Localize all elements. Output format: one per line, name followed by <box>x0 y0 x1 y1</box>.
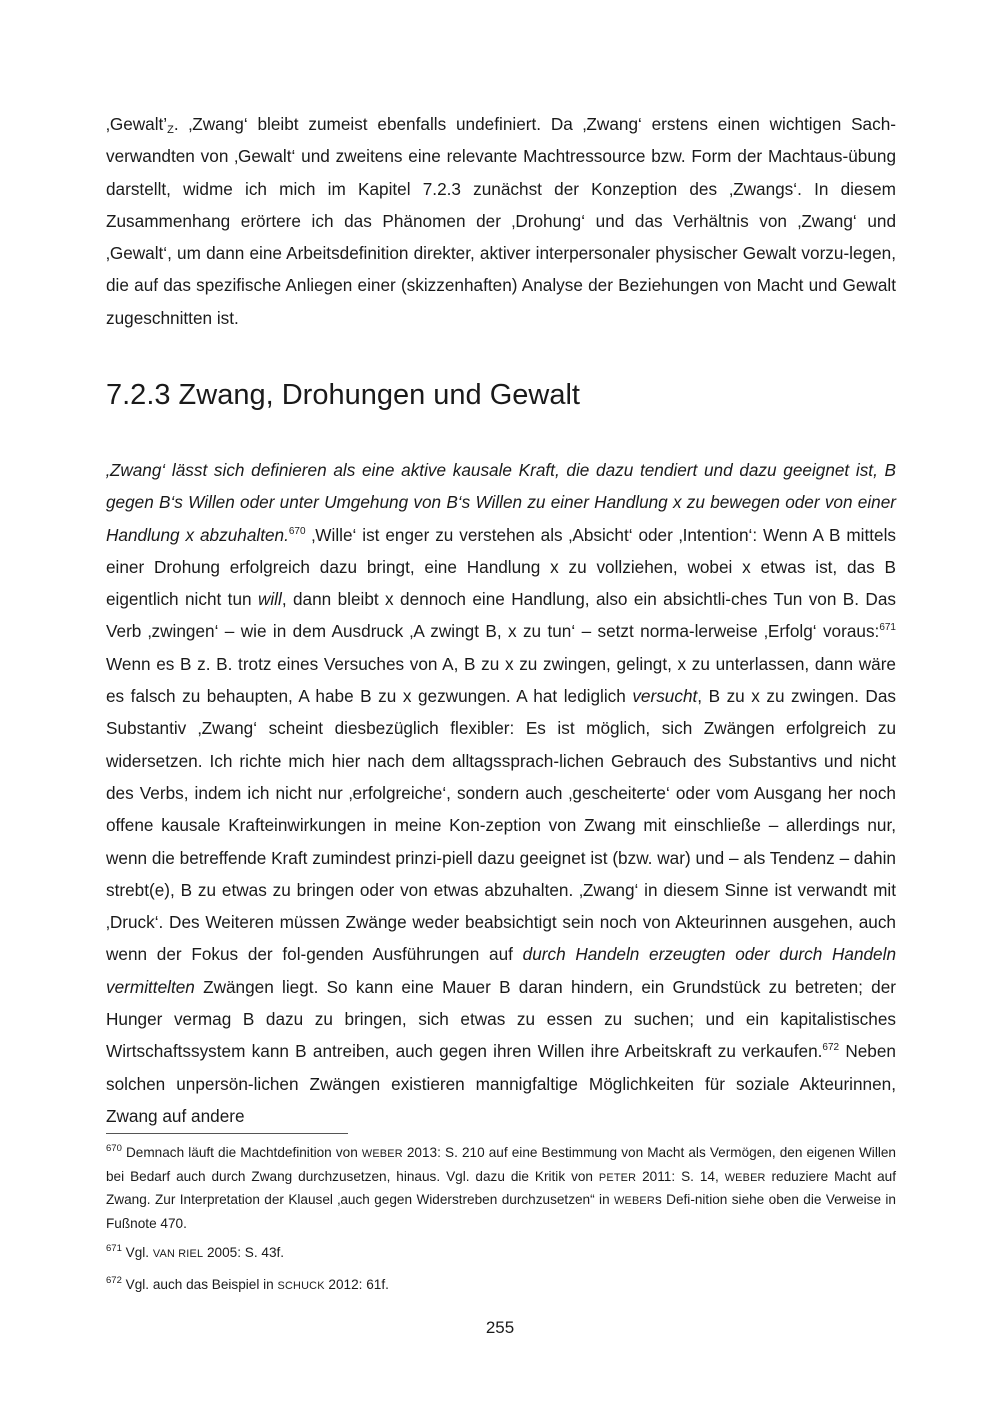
body-text: Wenn es B z. B. trotz eines Versuches von A, B zu x zu zwingen, gelingt, x zu unterlassen, dann wäre es falsch zu behaupten, A habe B zu x gezwungen. A hat lediglich <box>106 653 896 707</box>
footnote-text: s Defi-nition siehe oben die Verweise in Fußnote 470. <box>106 1192 896 1231</box>
footnote-text: 2005: S. 43f. <box>203 1245 285 1260</box>
author-name: PETER <box>598 1171 637 1184</box>
page-number: 255 <box>485 1318 515 1337</box>
emphasis-versucht: versucht <box>632 686 698 707</box>
body-text: Zwängen liegt. So kann eine Mauer B daran hindern, ein Grundstück zu betreten; der Hunger vermag B dazu zu bringen, sich etwas zu essen zu suchen; und ein kapitalistisches Wirtschaftssystem kann B antreiben, auch gegen ihren Willen ihre Arbeitskraft zu verkaufen. <box>106 976 896 1062</box>
footnote-number: 670 <box>106 1143 122 1154</box>
intro-paragraph <box>106 108 896 334</box>
body-text: Neben solchen unpersön-lichen Zwängen existieren mannigfaltige Möglichkeiten für soziale Akteurinnen, Zwang auf andere <box>106 1041 896 1126</box>
footnote-text: Vgl. auch das Beispiel in <box>121 1276 278 1292</box>
author-name: VAN RIEL <box>152 1248 204 1260</box>
footnote-text: 2012: 61f. <box>324 1276 389 1292</box>
subscript-z: Z <box>167 124 174 136</box>
footnote-text: Vgl. <box>121 1245 153 1260</box>
emphasis-will: will <box>257 589 282 610</box>
emphasis-handeln: durch Handeln erzeugten oder durch Handeln vermittelten <box>106 944 896 997</box>
body-text: , B zu x zu zwingen. Das Substantiv ‚Zwang‘ scheint diesbezüglich flexibler: Es ist möglich, sich Zwängen erfolgreich zu widersetzen. Ich richte mich hier nach dem alltagssprach-lichen Gebrauch des Substantivs und nicht des Verbs, indem ich nicht nur ‚erfolgreiche‘, sondern auch ‚gescheiterte‘ oder vom Ausgang her noch offene kausale Krafteinwirkungen in meine Kon-zeption von Zwang mit einschließe – allerdings nur, wenn die betreffende Kraft zumindest prinzi-piell dazu geeignet ist (bzw. war) und – als Tendenz – dahin strebt(e), B zu etwas zu bringen oder von etwas abzuhalten. ‚Zwang‘ in diesem Sinne ist verwandt mit ‚Druck‘. Des Weiteren müssen Zwänge weder beabsichtigt sein noch von Akteurinnen ausgehen, auch wenn der Fokus der fol-genden Ausführungen auf <box>106 686 896 965</box>
author-name: WEBER <box>724 1171 766 1184</box>
intro-paragraph-block <box>106 108 896 334</box>
main-paragraph <box>106 454 896 1132</box>
footnote-670 <box>106 1142 896 1234</box>
author-name: WEBER <box>361 1148 403 1160</box>
footnote-number: 671 <box>106 1243 122 1254</box>
footnote-number: 672 <box>106 1274 122 1286</box>
body-text: , dann bleibt x dennoch eine Handlung, also ein absichtli-ches Tun von B. Das Verb ‚zwingen‘ – wie in dem Ausdruck ‚A zwingt B, x zu tun‘ – setzt norma-lerweise ‚Erfolg‘ voraus: <box>106 589 896 642</box>
intro-text-start: ‚Gewalt’ <box>106 114 168 134</box>
footnote-text: reduziere Macht auf Zwang. Zur Interpretation der Klausel ‚auch gegen Widerstreben durchzusetzen“ in <box>106 1168 896 1207</box>
footnote-ref-672[interactable]: 672 <box>822 1042 840 1054</box>
footnote-ref-670[interactable]: 670 <box>288 525 306 537</box>
definition-italic: ‚Zwang‘ lässt sich definieren als eine aktive kausale Kraft, die dazu tendiert und dazu geeignet ist, B gegen B‘s Willen oder unter Umgehung von B‘s Willen zu einer Handlung x zu bewegen oder von einer Handlung x abzuhalten. <box>106 460 896 545</box>
footnote-671 <box>106 1242 896 1266</box>
section-heading: 7.2.3 Zwang, Drohungen und Gewalt <box>106 379 580 411</box>
main-paragraph-block <box>106 454 896 1132</box>
author-name: WEBER <box>614 1195 655 1207</box>
body-text: ‚Wille‘ ist enger zu verstehen als ‚Absicht‘ oder ‚Intention‘: Wenn A B mittels einer Drohung erfolgreich dazu bringt, eine Handlung x zu vollziehen, wobei x etwas ist, das B eigentlich nicht tun <box>106 524 896 610</box>
footnote-text: Demnach läuft die Machtdefinition von <box>121 1145 362 1160</box>
footnote-text: 2011: S. 14, <box>636 1168 725 1184</box>
footnotes <box>106 1142 896 1305</box>
footnote-divider <box>106 1133 348 1134</box>
footnote-text: 2013: S. 210 auf eine Bestimmung von Macht als Vermögen, den eigenen Willen bei Bedarf auch durch Zwang durchzusetzen, hinaus. Vgl. dazu die Kritik von <box>106 1145 896 1184</box>
footnote-672 <box>106 1274 896 1298</box>
footnote-ref-671[interactable]: 671 <box>879 622 896 634</box>
author-name: SCHUCK <box>277 1279 325 1292</box>
intro-text-rest: . ‚Zwang‘ bleibt zumeist ebenfalls undefiniert. Da ‚Zwang‘ erstens einen wichtigen Sach-verwandten von ‚Gewalt‘ und zweitens eine relevante Machtressource bzw. Form der Machtaus-übung darstellt, widme ich mich im Kapitel 7.2.3 zunächst der Konzeption des ‚Zwangs‘. In diesem Zusammenhang erörtere ich das Phänomen der ‚Drohung‘ und das Verhältnis von ‚Zwang‘ und ‚Gewalt‘, um dann eine Arbeitsdefinition direkter, aktiver interpersonaler physischer Gewalt vorzu-legen, die auf das spezifische Anliegen einer (skizzenhaften) Analyse der Beziehungen von Macht und Gewalt zugeschnitten ist. <box>106 114 896 328</box>
